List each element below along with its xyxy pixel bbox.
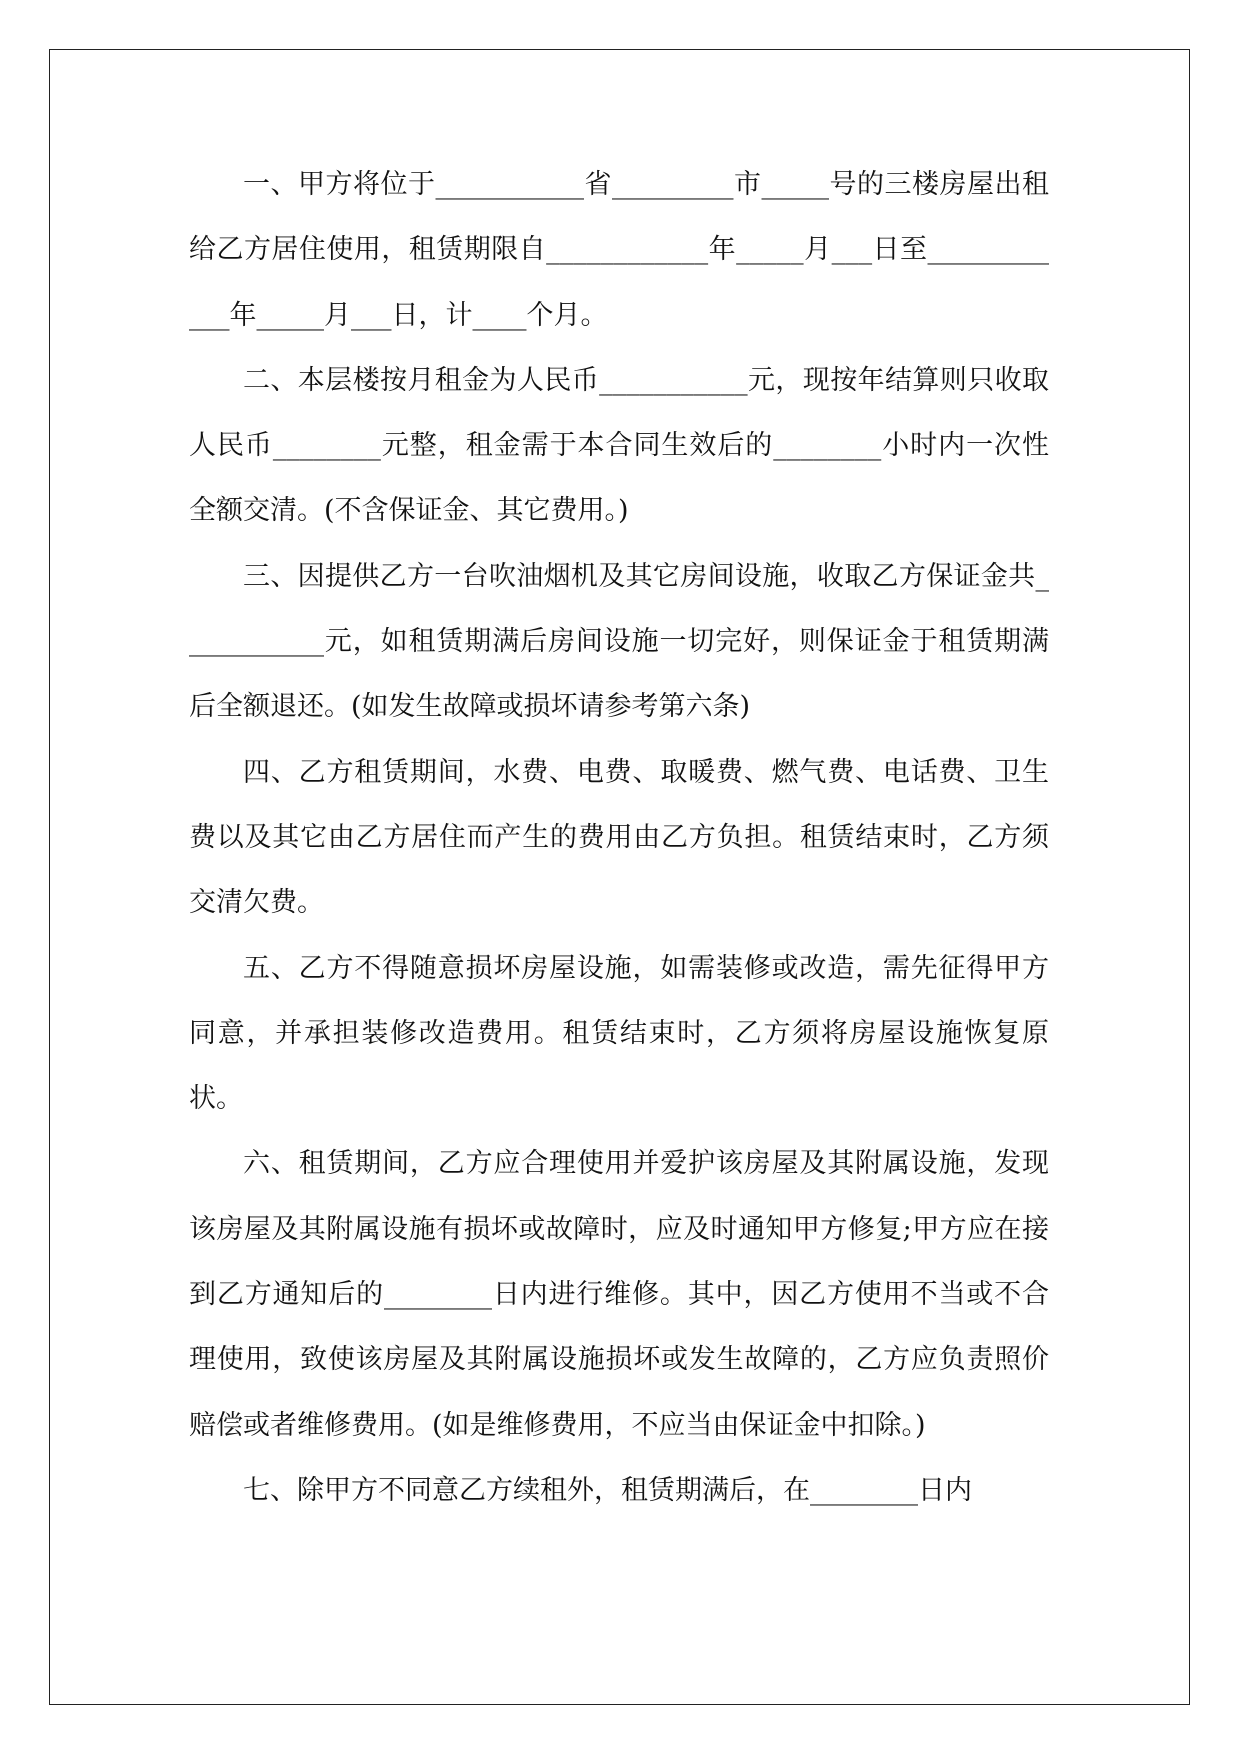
clause-1: 一、甲方将位于___________省_________市_____号的三楼房屋出租给乙方居住使用，租赁期限自____________年_____月___日至____________年_____月___日，计____个月。 [189, 169, 1049, 331]
clause-4: 四、乙方租赁期间，水费、电费、取暖费、燃气费、电话费、卫生费以及其它由乙方居住而产生的费用由乙方负担。租赁结束时，乙方须交清欠费。 [189, 756, 1049, 919]
clause-5: 五、乙方不得随意损坏房屋设施，如需装修或改造，需先征得甲方同意，并承担装修改造费用。租赁结束时，乙方须将房屋设施恢复原状。 [189, 952, 1049, 1115]
clause-2: 二、本层楼按月租金为人民币___________元，现按年结算则只收取人民币________元整，租金需于本合同生效后的________小时内一次性全额交清。(不含保证金、其它费用。) [189, 364, 1049, 527]
contract-body [189, 152, 1049, 1523]
clause-6: 六、租赁期间，乙方应合理使用并爱护该房屋及其附属设施，发现该房屋及其附属设施有损坏或故障时，应及时通知甲方修复;甲方应在接到乙方通知后的________日内进行维修。其中，因乙方使用不当或不合理使用，致使该房屋及其附属设施损坏或发生故障的，乙方应负责照价赔偿或者维修费用。(如是维修费用，不应当由保证金中扣除。) [189, 1148, 1049, 1441]
clause-7: 七、除甲方不同意乙方续租外，租赁期满后，在________日内 [243, 1474, 972, 1506]
clause-3: 三、因提供乙方一台吹油烟机及其它房间设施，收取乙方保证金共___________元，如租赁期满后房间设施一切完好，则保证金于租赁期满后全额退还。(如发生故障或损坏请参考第六条) [189, 560, 1049, 723]
